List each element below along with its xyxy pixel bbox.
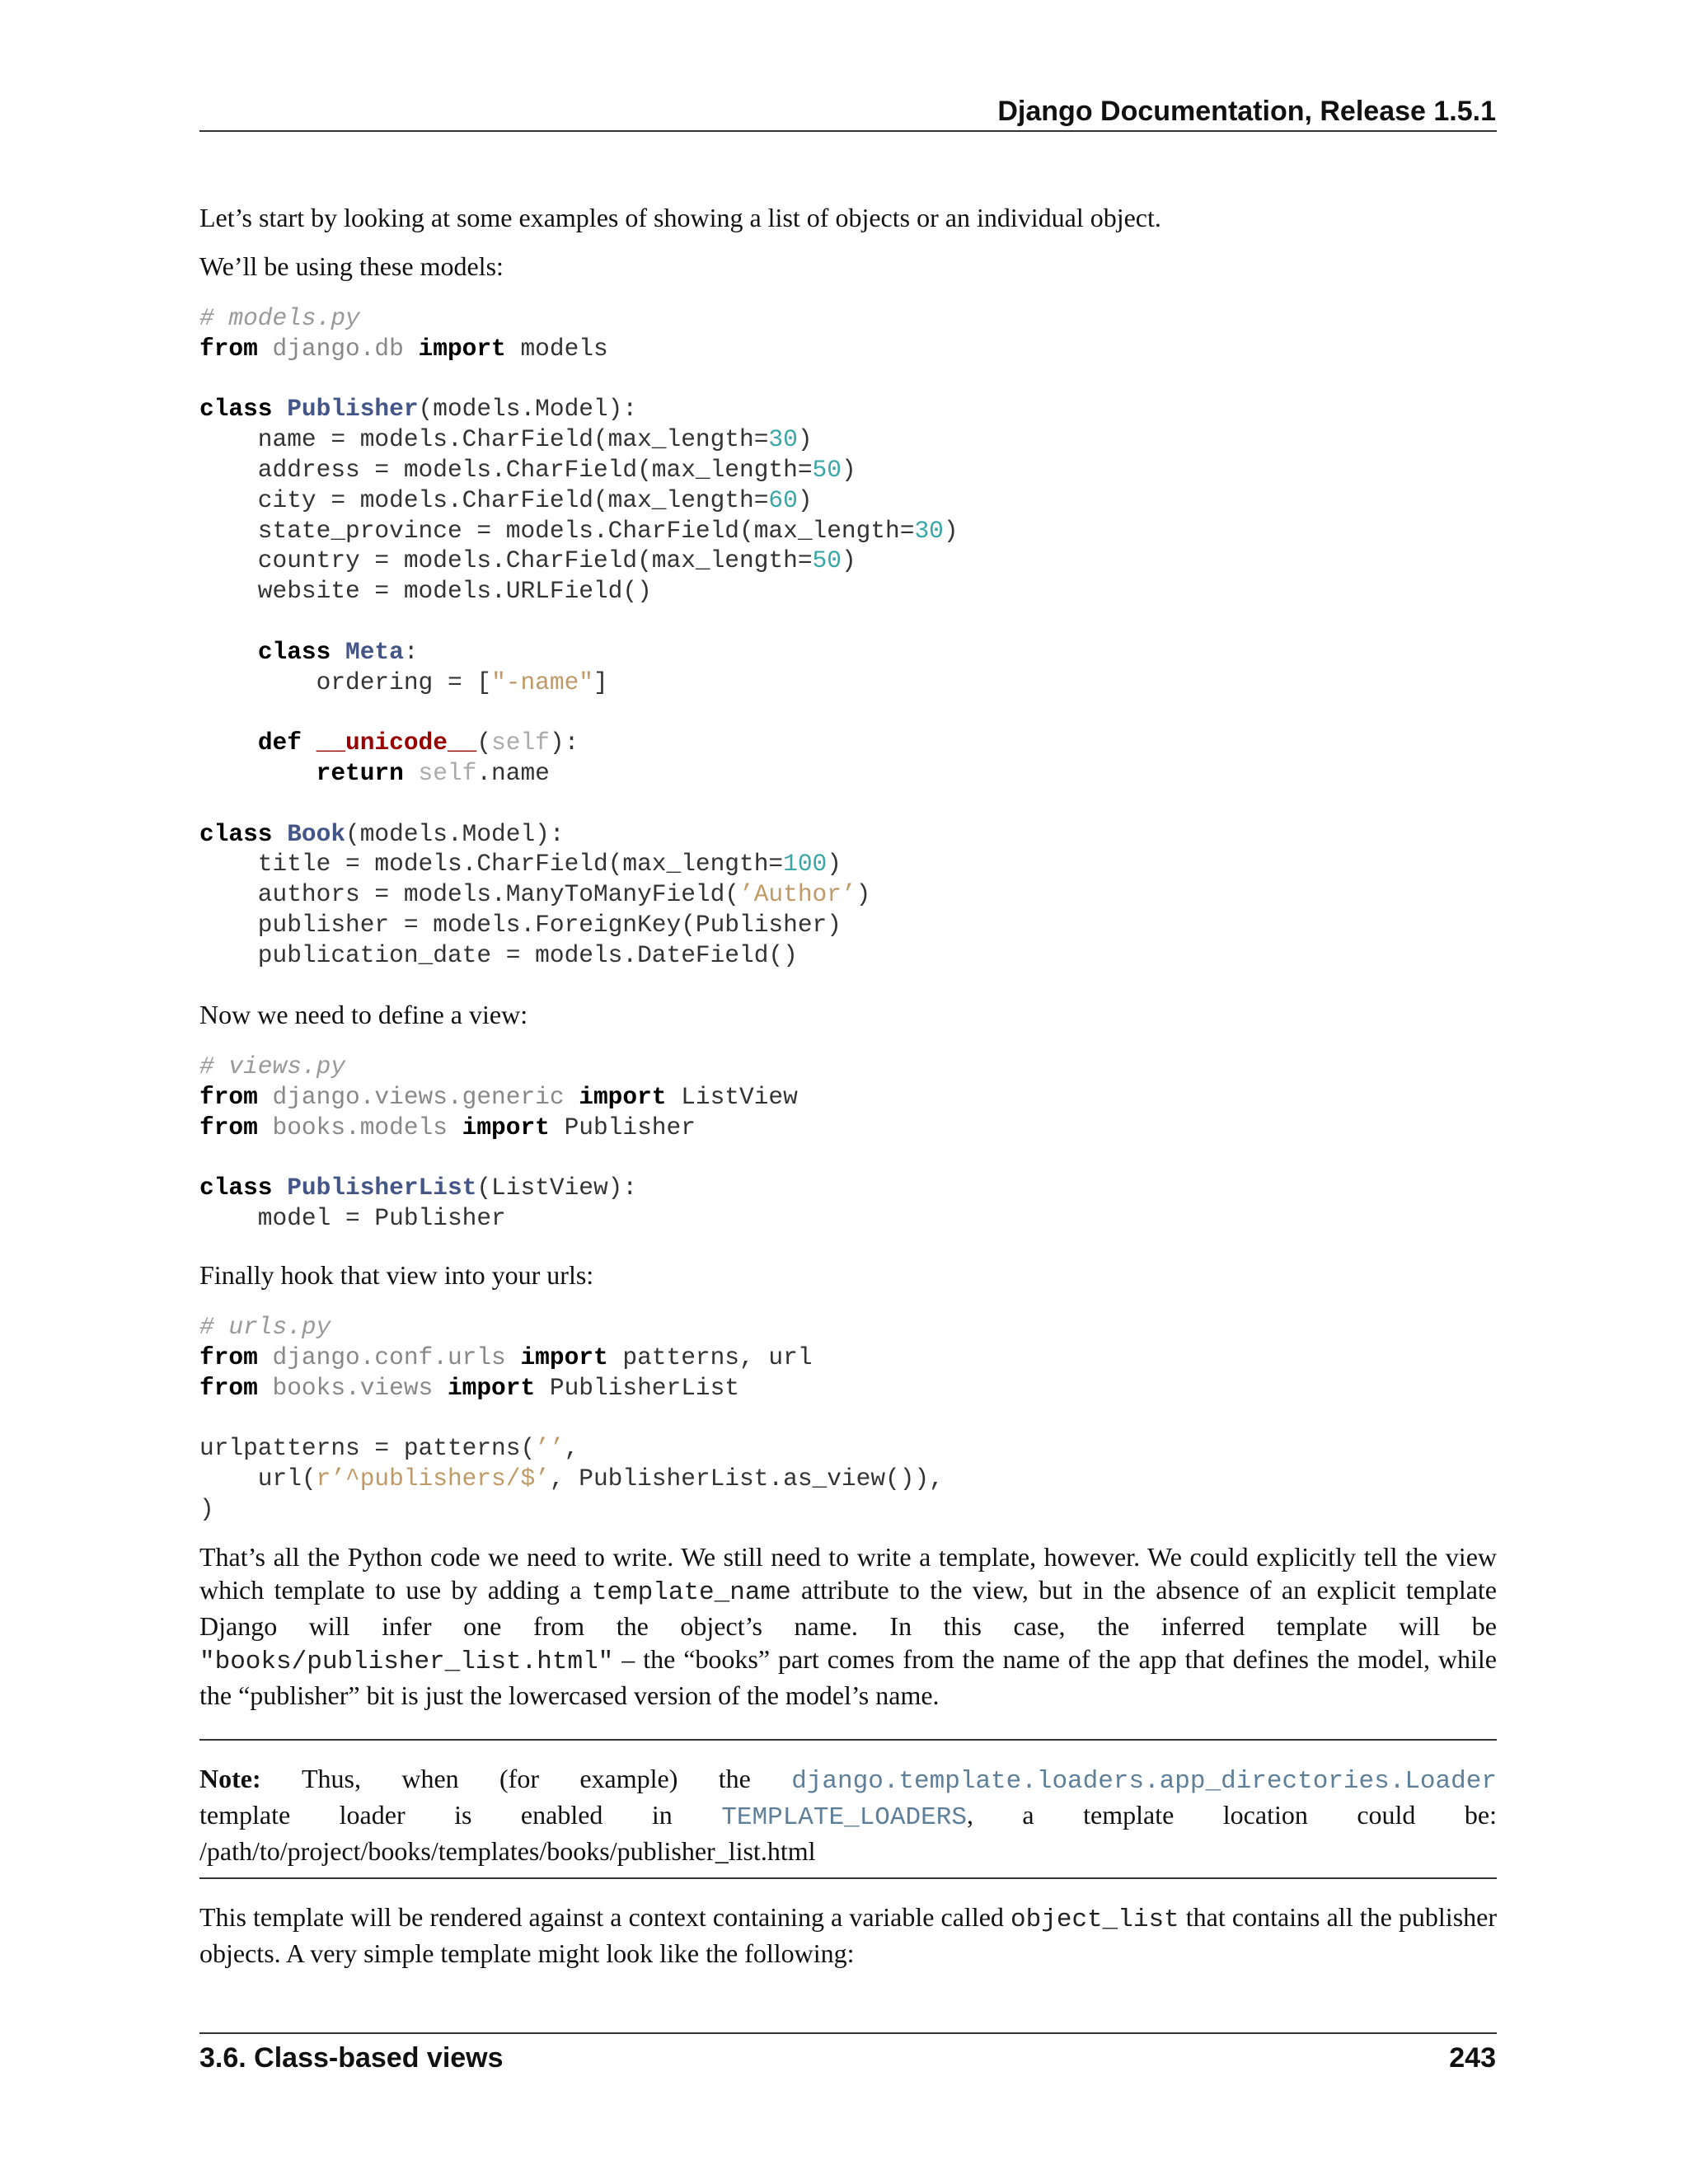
- view-intro-paragraph: Now we need to define a view:: [199, 1000, 528, 1029]
- urls-intro-paragraph: Finally hook that view into your urls:: [199, 1260, 594, 1290]
- note-line-2: template loader is enabled in TEMPLATE_LOADERS, a template location could be:: [199, 1800, 1497, 1832]
- template-path-code: "books/publisher_list.html": [199, 1647, 614, 1676]
- header-rule: [199, 130, 1497, 132]
- footer-rule: [199, 2032, 1497, 2034]
- urls-code-block: # urls.py from django.conf.urls import patterns, url from books.views import PublisherList urlpatterns = patterns(’’, url(r’^publishers/$’, PublisherList.as_view()), ): [199, 1313, 944, 1523]
- note-top-rule: [199, 1739, 1497, 1741]
- note-path: /path/to/project/books/templates/books/publisher_list.html: [199, 1836, 816, 1866]
- models-code-block: # models.py from django.db import models class Publisher(models.Model): name = models.CharField(max_length=30) address = models.CharField(max_length=50) city = models.CharField(max_length=60) state_province = models.CharField(max_length=30) country = models.CharField(max_length=50) website = models.URLField() class Meta: ordering = ["-name"] def __unicode__(self): return self.name class Book(models.Model): title = models.CharField(max_length=100) authors = models.ManyToManyField(’Author’) publisher = models.ForeignKey(Publisher) publication_date = models.DateField(): [199, 304, 959, 969]
- note-bottom-rule: [199, 1877, 1497, 1879]
- note-label: Note:: [199, 1764, 261, 1793]
- note-line-1: Note: Thus, when (for example) the django.template.loaders.app_directories.Loader: [199, 1762, 1497, 1798]
- template-loaders-link[interactable]: TEMPLATE_LOADERS: [721, 1803, 967, 1832]
- footer-page-number: 243: [1449, 2042, 1496, 2074]
- app-directories-loader-link[interactable]: django.template.loaders.app_directories.Loader: [791, 1767, 1497, 1796]
- object-list-code: object_list: [1010, 1905, 1179, 1934]
- template-explain-paragraph: That’s all the Python code we need to write. We still need to write a template, however. We could explicitly tell the view which template to use by adding a template_name attribute to the view, but in the absence of an explicit template Django will infer one from the object’s name. In this case, the inferred template will be "books/publisher_list.html" – the “books” part comes from the name of the app that defines the model, while the “publisher” bit is just the lowercased version of the model’s name.: [199, 1542, 1498, 1710]
- template-name-code: template_name: [591, 1578, 791, 1607]
- models-intro-paragraph: We’ll be using these models:: [199, 251, 504, 281]
- running-header: Django Documentation, Release 1.5.1: [997, 96, 1496, 127]
- note-box: [199, 1762, 1497, 1868]
- views-code-block: # views.py from django.views.generic import ListView from books.models import Publisher class PublisherList(ListView): model = Publisher: [199, 1052, 798, 1232]
- footer-section-title: 3.6. Class-based views: [199, 2042, 504, 2074]
- intro-paragraph: Let’s start by looking at some examples of showing a list of objects or an individual object.: [199, 203, 1161, 232]
- context-paragraph: This template will be rendered against a context containing a variable called object_list that contains all the publisher objects. A very simple template might look like the following:: [199, 1902, 1498, 1968]
